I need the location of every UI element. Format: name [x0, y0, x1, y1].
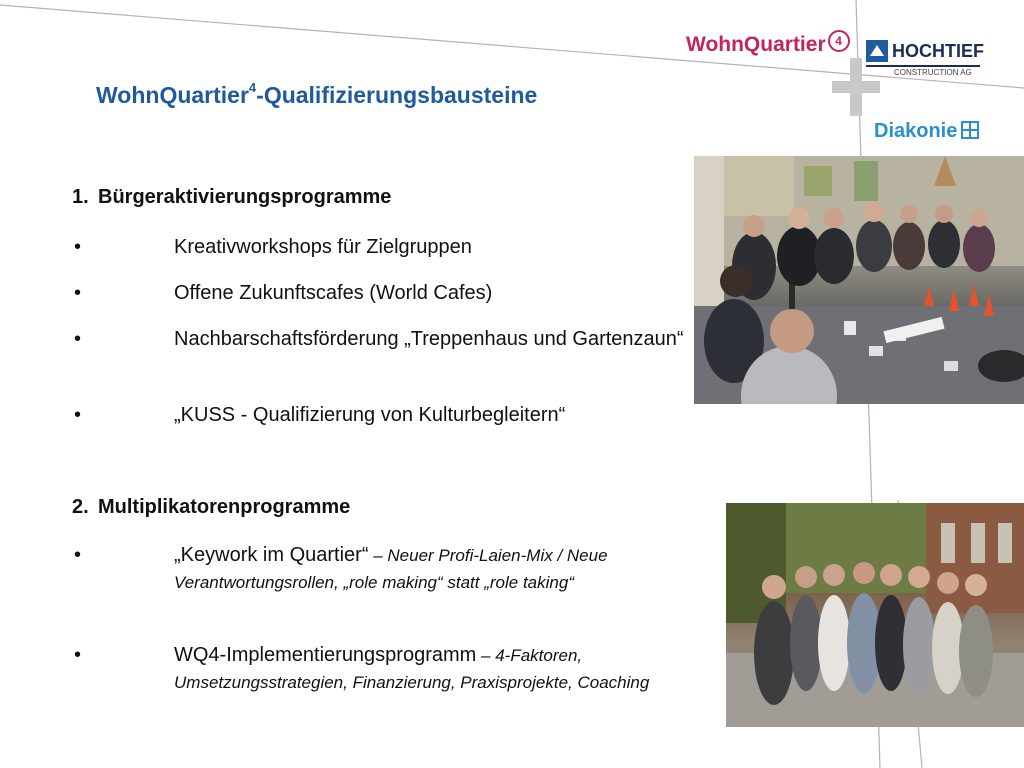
list-item-text	[174, 642, 719, 696]
section-heading-1	[72, 186, 391, 209]
diakonie-logo-text: Diakonie	[874, 120, 958, 142]
bullet-icon: •	[74, 544, 82, 566]
title-main: WohnQuartier	[96, 82, 249, 108]
list-item-text	[174, 402, 709, 428]
hochtief-logo-rule	[866, 65, 980, 67]
list-item-text	[174, 234, 709, 260]
bullet-icon: •	[74, 236, 82, 258]
bullet-icon: •	[74, 328, 82, 350]
list-item-label: „Keywork im Quartier“	[174, 544, 369, 566]
hochtief-logo-subtitle: CONSTRUCTION AG	[894, 68, 972, 77]
wohnquartier-logo-number: 4	[828, 30, 850, 52]
section-number: 1.	[72, 186, 89, 208]
title-superscript: 4	[248, 80, 257, 95]
hochtief-house-icon	[866, 40, 888, 62]
group-photo	[726, 503, 1024, 727]
list-item-label: „KUSS - Qualifizierung von Kulturbegleitern“	[174, 404, 566, 426]
bullet-icon: •	[74, 404, 82, 426]
hochtief-logo	[866, 40, 984, 84]
bullet-icon: •	[74, 282, 82, 304]
list-item-label: Nachbarschaftsförderung „Treppenhaus und Gartenzaun“	[174, 328, 684, 350]
list-item-note: – 4-Faktoren, Umsetzungsstrategien, Finanzierung, Praxisprojekte, Coaching	[174, 646, 650, 692]
list-item-label: Kreativworkshops für Zielgruppen	[174, 236, 472, 258]
wohnquartier-logo	[686, 30, 850, 57]
hochtief-logo-name: HOCHTIEF	[892, 41, 984, 61]
diakonie-logo	[874, 120, 979, 143]
list-item-text	[174, 326, 709, 352]
section-heading-2	[72, 496, 350, 519]
list-item-text	[174, 280, 709, 306]
diakonie-cross-icon	[961, 121, 979, 139]
list-item-note: – Neuer Profi-Laien-Mix / Neue Verantwortungsrollen, „role making“ statt „role taking“	[174, 546, 608, 592]
section-number: 2.	[72, 496, 89, 518]
title-suffix: -Qualifizierungsbausteine	[256, 82, 538, 108]
list-item-text	[174, 542, 694, 596]
wohnquartier-logo-text: WohnQuartier	[686, 33, 826, 56]
section-title: Bürgeraktivierungsprogramme	[98, 186, 392, 208]
bullet-icon: •	[74, 644, 82, 666]
group-photo-illustration	[726, 503, 1024, 727]
workshop-photo-illustration	[694, 156, 1024, 404]
list-item-label: Offene Zukunftscafes (World Cafes)	[174, 282, 493, 304]
section-title: Multiplikatorenprogramme	[98, 496, 351, 518]
workshop-photo	[694, 156, 1024, 404]
list-item-label: WQ4-Implementierungsprogramm	[174, 644, 477, 666]
page-title	[96, 82, 537, 109]
